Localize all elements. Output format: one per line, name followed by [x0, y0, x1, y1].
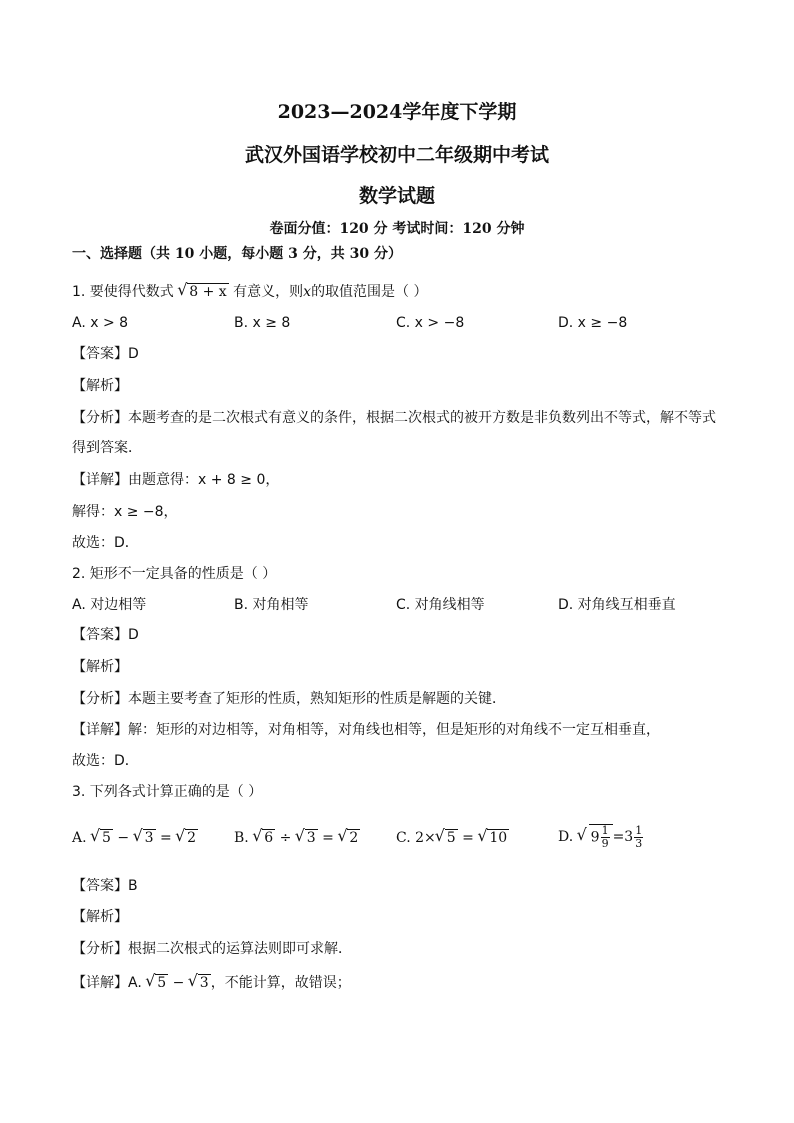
- sqrt-mixed-number: [578, 822, 613, 852]
- sqrt-term: √ 3: [134, 828, 156, 848]
- detail-text: ，不能计算，故错误；: [210, 975, 351, 991]
- sqrt-term: √ 3: [296, 828, 318, 848]
- sqrt-term: √ 2: [176, 828, 198, 848]
- question-1-analysis-line1: 【分析】本题考查的是二次根式有意义的条件，根据二次根式的被开方数是非负数列出不等式，解不等式: [72, 410, 716, 426]
- question-1-option-c: C. x > −8: [396, 315, 465, 331]
- sqrt-term: √ 2: [338, 828, 360, 848]
- question-1-option-a: A. x > 8: [72, 315, 129, 331]
- option-label: B.: [234, 830, 249, 846]
- question-3-answer: 【答案】B: [72, 878, 138, 894]
- question-3-stem: 3. 下列各式计算正确的是（ ）: [72, 784, 263, 800]
- sqrt-term: √ 3: [189, 973, 211, 993]
- question-2-stem: 2. 矩形不一定具备的性质是（ ）: [72, 566, 277, 582]
- question-3-analysis: 【分析】根据二次根式的运算法则即可求解．: [72, 941, 352, 957]
- question-1-detail: 【详解】由题意得：x + 8 ≥ 0，: [72, 472, 280, 488]
- question-2-analysis-label: 【解析】: [72, 659, 128, 675]
- question-2-option-c: C. 对角线相等: [396, 597, 485, 613]
- question-1-analysis-label: 【解析】: [72, 378, 128, 394]
- question-2-choice: 故选：D．: [72, 753, 139, 769]
- question-1-stem-end: 的取值范围是（ ）: [311, 284, 428, 300]
- question-1-stem: [72, 282, 428, 302]
- question-2-answer: 【答案】D: [72, 627, 139, 643]
- sqrt-term: √ 5: [436, 828, 458, 848]
- equals-whole: =3: [612, 829, 634, 845]
- sqrt-expression: [178, 282, 228, 302]
- fraction: $\frac{1}{9}$: [601, 823, 609, 850]
- option-label: D.: [558, 829, 574, 845]
- equals-sign: =: [322, 830, 334, 846]
- question-2-option-d: D. 对角线互相垂直: [558, 597, 676, 613]
- question-3-option-a: [72, 828, 198, 848]
- question-3-option-d: [558, 822, 644, 852]
- exam-year-title: 2023—2024学年度下学期: [277, 101, 517, 123]
- option-label: A.: [72, 830, 87, 846]
- sqrt-term: √ 5: [91, 828, 113, 848]
- question-1-analysis-line2: 得到答案．: [72, 440, 142, 456]
- radicand: 8 + x: [189, 284, 227, 300]
- question-1-option-d: D. x ≥ −8: [558, 315, 628, 331]
- question-2-detail: 【详解】解：矩形的对边相等，对角相等，对角线也相等，但是矩形的对角线不一定互相垂直，: [72, 722, 660, 738]
- detail-label: 【详解】A.: [72, 975, 142, 991]
- sqrt-term: √ 6: [253, 828, 275, 848]
- equals-sign: =: [159, 830, 172, 846]
- subject-title: 数学试题: [358, 185, 435, 207]
- operator: −: [172, 975, 185, 991]
- option-label: C. 2×: [396, 830, 436, 846]
- question-3-detail: [72, 973, 351, 993]
- sqrt-term: √ 10: [478, 828, 509, 848]
- question-2-option-a: A. 对边相等: [72, 597, 147, 613]
- question-1-solve: 解得：x ≥ −8，: [72, 504, 178, 520]
- question-1-choice: 故选：D．: [72, 535, 139, 551]
- variable-x: x: [303, 284, 312, 300]
- operator: −: [117, 830, 130, 846]
- question-2-option-b: B. 对角相等: [234, 597, 309, 613]
- equals-sign: =: [462, 830, 474, 846]
- exam-info: 卷面分值：120 分 考试时间：120 分钟: [269, 221, 525, 237]
- sqrt-term: √ 5: [146, 973, 168, 993]
- question-3-analysis-label: 【解析】: [72, 909, 128, 925]
- question-2-analysis: 【分析】本题主要考查了矩形的性质，熟知矩形的性质是解题的关键．: [72, 691, 506, 707]
- question-1-answer: 【答案】D: [72, 346, 139, 362]
- question-1-stem-mid: 有意义，则: [233, 284, 304, 300]
- question-1-stem-start: 1. 要使得代数式: [72, 284, 174, 300]
- result-fraction: $\frac{1}{3}$: [635, 823, 643, 850]
- school-exam-title: 武汉外国语学校初中二年级期中考试: [244, 144, 549, 166]
- whole-part: 9: [590, 829, 600, 845]
- question-3-option-c: [396, 828, 509, 848]
- question-3-option-b: [234, 828, 360, 848]
- operator: ÷: [279, 830, 292, 846]
- question-1-option-b: B. x ≥ 8: [234, 315, 291, 331]
- section-heading: 一、选择题（共 10 小题，每小题 3 分，共 30 分）: [72, 246, 402, 262]
